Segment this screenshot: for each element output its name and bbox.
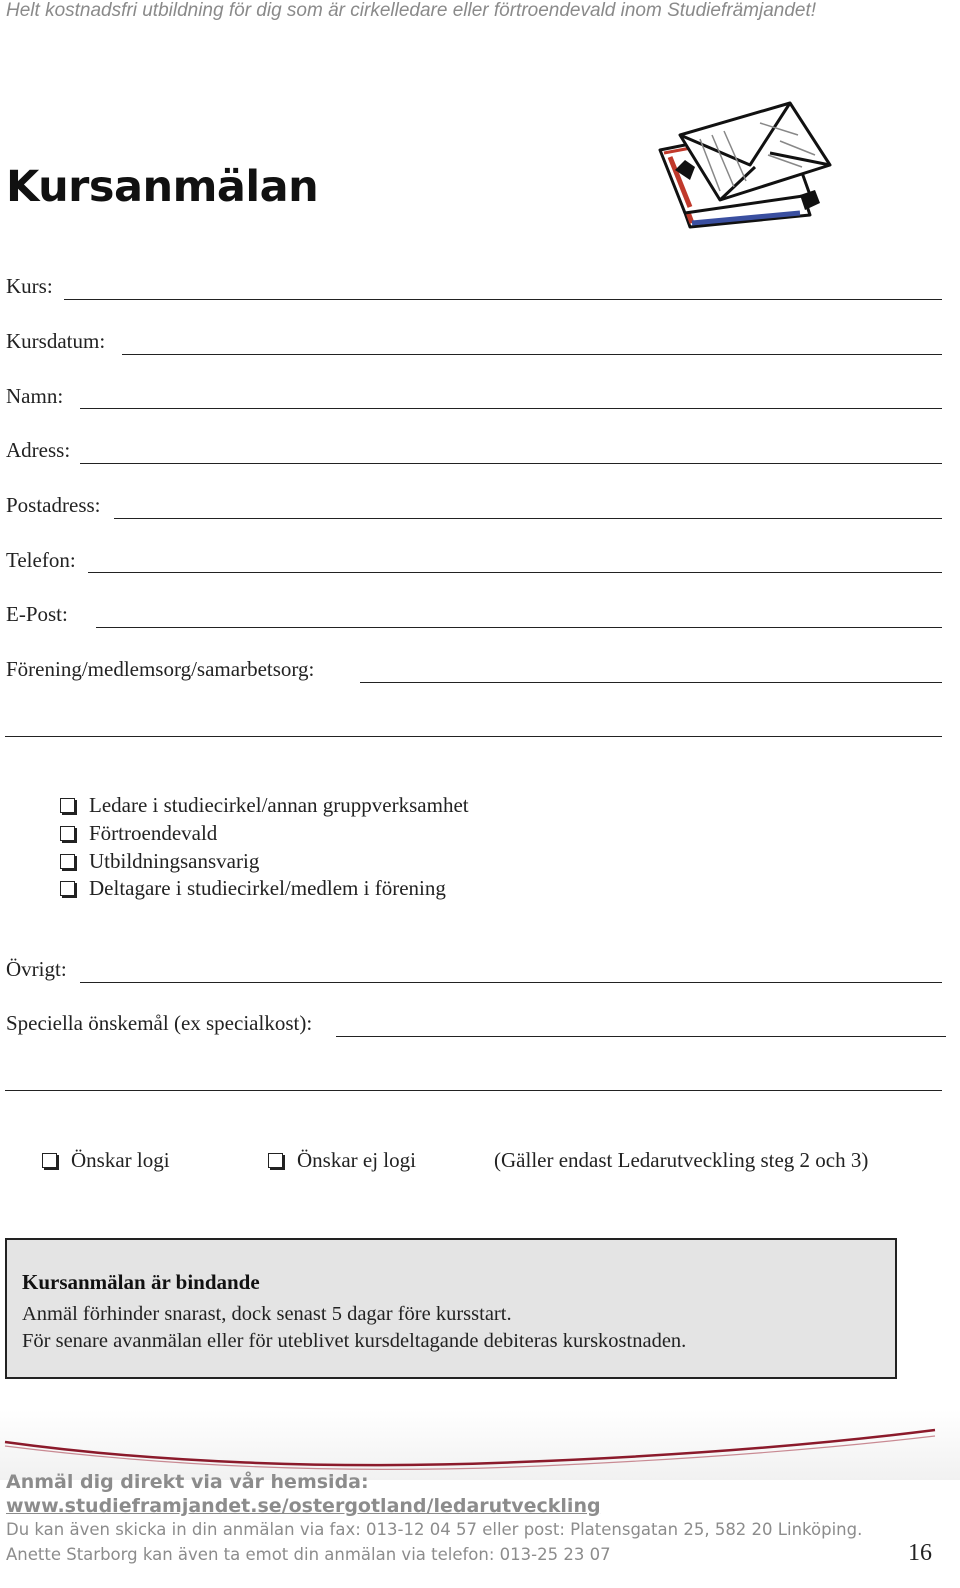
notice-line-2: För senare avanmälan eller för uteblivet kursdeltagande debiteras kurskostnaden. (22, 1330, 687, 1352)
field-input-telefon[interactable] (88, 572, 942, 573)
field-label-telefon: Telefon: (6, 548, 76, 572)
field-label-namn: Namn: (6, 384, 64, 408)
field-input-kursdatum[interactable] (122, 354, 942, 355)
lodging-option-yes[interactable] (42, 1148, 170, 1173)
notice-line-1: Anmäl förhinder snarast, dock senast 5 dagar före kursstart. (22, 1303, 512, 1325)
field-label-epost: E-Post: (6, 602, 68, 626)
role-label: Förtroendevald (89, 821, 218, 845)
notice-title: Kursanmälan är bindande (22, 1270, 260, 1294)
field-label-postadress: Postadress: (6, 493, 101, 517)
checkbox-icon[interactable] (42, 1153, 57, 1168)
footer-heading: Anmäl dig direkt via vår hemsida: (6, 1471, 369, 1493)
role-label: Utbildningsansvarig (89, 849, 260, 873)
field-label-adress: Adress: (6, 438, 71, 462)
field-label-forening: Förening/medlemsorg/samarbetsorg: (6, 657, 315, 681)
footer-line-1: Du kan även skicka in din anmälan via fax: 013-12 04 57 eller post: Platensgatan 25, 582 20 Linköping. (6, 1520, 863, 1539)
field-label-onskemal: Speciella önskemål (ex specialkost): (6, 1011, 313, 1035)
role-option-fortroendevald[interactable] (60, 821, 217, 846)
page-number: 16 (908, 1540, 932, 1566)
role-option-deltagare[interactable] (60, 876, 446, 901)
field-label-kursdatum: Kursdatum: (6, 329, 106, 353)
lodging-note: (Gäller endast Ledarutveckling steg 2 och 3) (494, 1148, 869, 1172)
field-input-onskemal[interactable] (336, 1036, 946, 1037)
role-label: Deltagare i studiecirkel/medlem i förening (89, 876, 446, 900)
decorative-wave (0, 1410, 960, 1480)
header-tagline: Helt kostnadsfri utbildning för dig som är cirkelledare eller förtroendevald inom Studiefrämjandet! (6, 0, 817, 21)
field-input-onskemal-extra[interactable] (5, 1090, 942, 1091)
field-input-kurs[interactable] (64, 299, 942, 300)
role-option-utbildningsansvarig[interactable] (60, 849, 259, 874)
field-label-ovrigt: Övrigt: (6, 957, 67, 981)
checkbox-icon[interactable] (60, 854, 75, 869)
field-input-adress[interactable] (80, 463, 942, 464)
page-title: Kursanmälan (6, 162, 319, 212)
field-input-namn[interactable] (80, 408, 942, 409)
lodging-yes-label: Önskar logi (71, 1148, 170, 1172)
checkbox-icon[interactable] (60, 826, 75, 841)
field-input-ovrigt[interactable] (80, 982, 942, 983)
field-label-kurs: Kurs: (6, 274, 53, 298)
lodging-no-label: Önskar ej logi (297, 1148, 416, 1172)
binding-notice (5, 1238, 897, 1379)
envelope-icon (650, 95, 855, 240)
field-input-epost[interactable] (96, 627, 942, 628)
checkbox-icon[interactable] (60, 881, 75, 896)
footer-line-2: Anette Starborg kan även ta emot din anmälan via telefon: 013-25 23 07 (6, 1545, 611, 1564)
role-option-ledare[interactable] (60, 793, 469, 818)
checkbox-icon[interactable] (60, 798, 75, 813)
field-input-forening-extra[interactable] (5, 736, 942, 737)
field-input-forening[interactable] (360, 682, 942, 683)
footer-url-link[interactable]: www.studieframjandet.se/ostergotland/ledarutveckling (6, 1495, 601, 1517)
lodging-option-no[interactable] (268, 1148, 416, 1173)
role-label: Ledare i studiecirkel/annan gruppverksamhet (89, 793, 469, 817)
checkbox-icon[interactable] (268, 1153, 283, 1168)
field-input-postadress[interactable] (114, 518, 942, 519)
